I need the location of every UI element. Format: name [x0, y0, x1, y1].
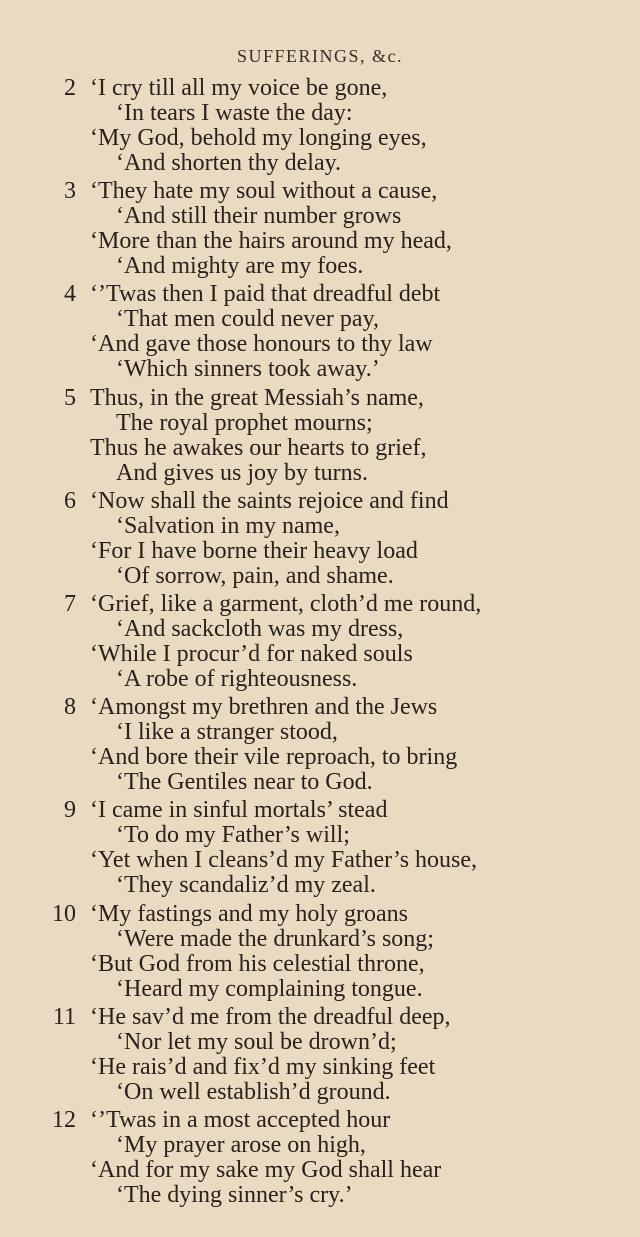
verse-number: 4	[64, 281, 76, 308]
verse-list	[0, 76, 640, 1211]
verse-line: ‘Which sinners took away.’	[116, 356, 380, 383]
verse-line: ‘They scandaliz’d my zeal.	[116, 872, 376, 899]
verse	[0, 489, 640, 592]
verse-line: ‘I cry till all my voice be gone,	[90, 75, 388, 101]
verse-line: And gives us joy by turns.	[116, 459, 368, 486]
verse-line: ‘That men could never pay,	[116, 306, 380, 333]
verse-line: ‘But God from his celestial throne,	[90, 950, 425, 977]
verse-line: ‘And for my sake my God shall hear	[90, 1156, 442, 1183]
verse-line: ‘And bore their vile reproach, to bring	[90, 744, 458, 771]
verse-line: ‘My fastings and my holy groans	[90, 900, 408, 927]
verse-line: ‘Grief, like a garment, cloth’d me round,	[90, 590, 482, 617]
verse-line: ‘And gave those honours to thy law	[90, 331, 433, 358]
verse-line: ‘’Twas then I paid that dreadful debt	[90, 281, 441, 308]
verse-line: ‘Salvation in my name,	[116, 512, 340, 539]
verse-number: 9	[64, 797, 76, 824]
verse-line: Thus he awakes our hearts to grief,	[90, 434, 427, 461]
verse-line: ‘Amongst my brethren and the Jews	[90, 694, 438, 721]
verse-number: 3	[64, 178, 76, 205]
verse	[0, 1108, 640, 1211]
verse-line: ‘And mighty are my foes.	[116, 253, 364, 280]
verse-line: ‘He rais’d and fix’d my sinking feet	[90, 1053, 436, 1080]
verse	[0, 798, 640, 901]
verse-line: ‘The Gentiles near to God.	[116, 769, 373, 796]
verse-number: 12	[52, 1106, 76, 1133]
verse-line: ‘To do my Father’s will;	[116, 822, 350, 849]
verse-line: ‘’Twas in a most accepted hour	[90, 1106, 391, 1133]
verse	[0, 592, 640, 695]
verse	[0, 282, 640, 385]
verse-line: ‘For I have borne their heavy load	[90, 537, 418, 564]
verse-line: ‘A robe of righteousness.	[116, 665, 358, 692]
verse-line: ‘Were made the drunkard’s song;	[116, 925, 434, 952]
verse-line: ‘More than the hairs around my head,	[90, 228, 452, 255]
verse-line: ‘Heard my complaining tongue.	[116, 975, 423, 1002]
verse-number: 2	[64, 75, 76, 101]
verse-line: ‘I came in sinful mortals’ stead	[90, 797, 388, 824]
verse	[0, 1005, 640, 1108]
verse-line: ‘And shorten thy delay.	[116, 150, 342, 176]
verse-line: ‘Now shall the saints rejoice and find	[90, 487, 449, 514]
verse-number: 6	[64, 487, 76, 514]
verse-number: 11	[52, 1003, 76, 1030]
verse-line: The royal prophet mourns;	[116, 409, 373, 436]
running-header: SUFFERINGS, &c.	[236, 46, 404, 66]
verse-line: ‘Nor let my soul be drown’d;	[116, 1028, 397, 1055]
verse	[0, 76, 640, 179]
verse-number: 5	[64, 384, 76, 411]
verse-line: ‘Yet when I cleans’d my Father’s house,	[90, 847, 478, 874]
verse	[0, 179, 640, 282]
verse-line: ‘My prayer arose on high,	[116, 1131, 366, 1158]
verse-line: ‘While I procur’d for naked souls	[90, 640, 413, 667]
verse	[0, 386, 640, 489]
verse-number: 8	[64, 694, 76, 721]
verse-line: ‘Of sorrow, pain, and shame.	[116, 562, 394, 589]
verse-number: 10	[52, 900, 76, 927]
verse-line: ‘In tears I waste the day:	[116, 100, 353, 126]
verse	[0, 695, 640, 798]
verse-line: ‘On well establish’d ground.	[116, 1078, 391, 1105]
verse-line: ‘They hate my soul without a cause,	[90, 178, 438, 205]
verse-line: Thus, in the great Messiah’s name,	[90, 384, 424, 411]
verse-line: ‘And still their number grows	[116, 203, 402, 230]
verse	[0, 902, 640, 1005]
verse-line: ‘I like a stranger stood,	[116, 719, 338, 746]
verse-number: 7	[64, 590, 76, 617]
verse-line: ‘The dying sinner’s cry.’	[116, 1181, 353, 1208]
verse-line: ‘My God, behold my longing eyes,	[90, 125, 427, 151]
verse-line: ‘He sav’d me from the dreadful deep,	[90, 1003, 451, 1030]
verse-line: ‘And sackcloth was my dress,	[116, 615, 404, 642]
